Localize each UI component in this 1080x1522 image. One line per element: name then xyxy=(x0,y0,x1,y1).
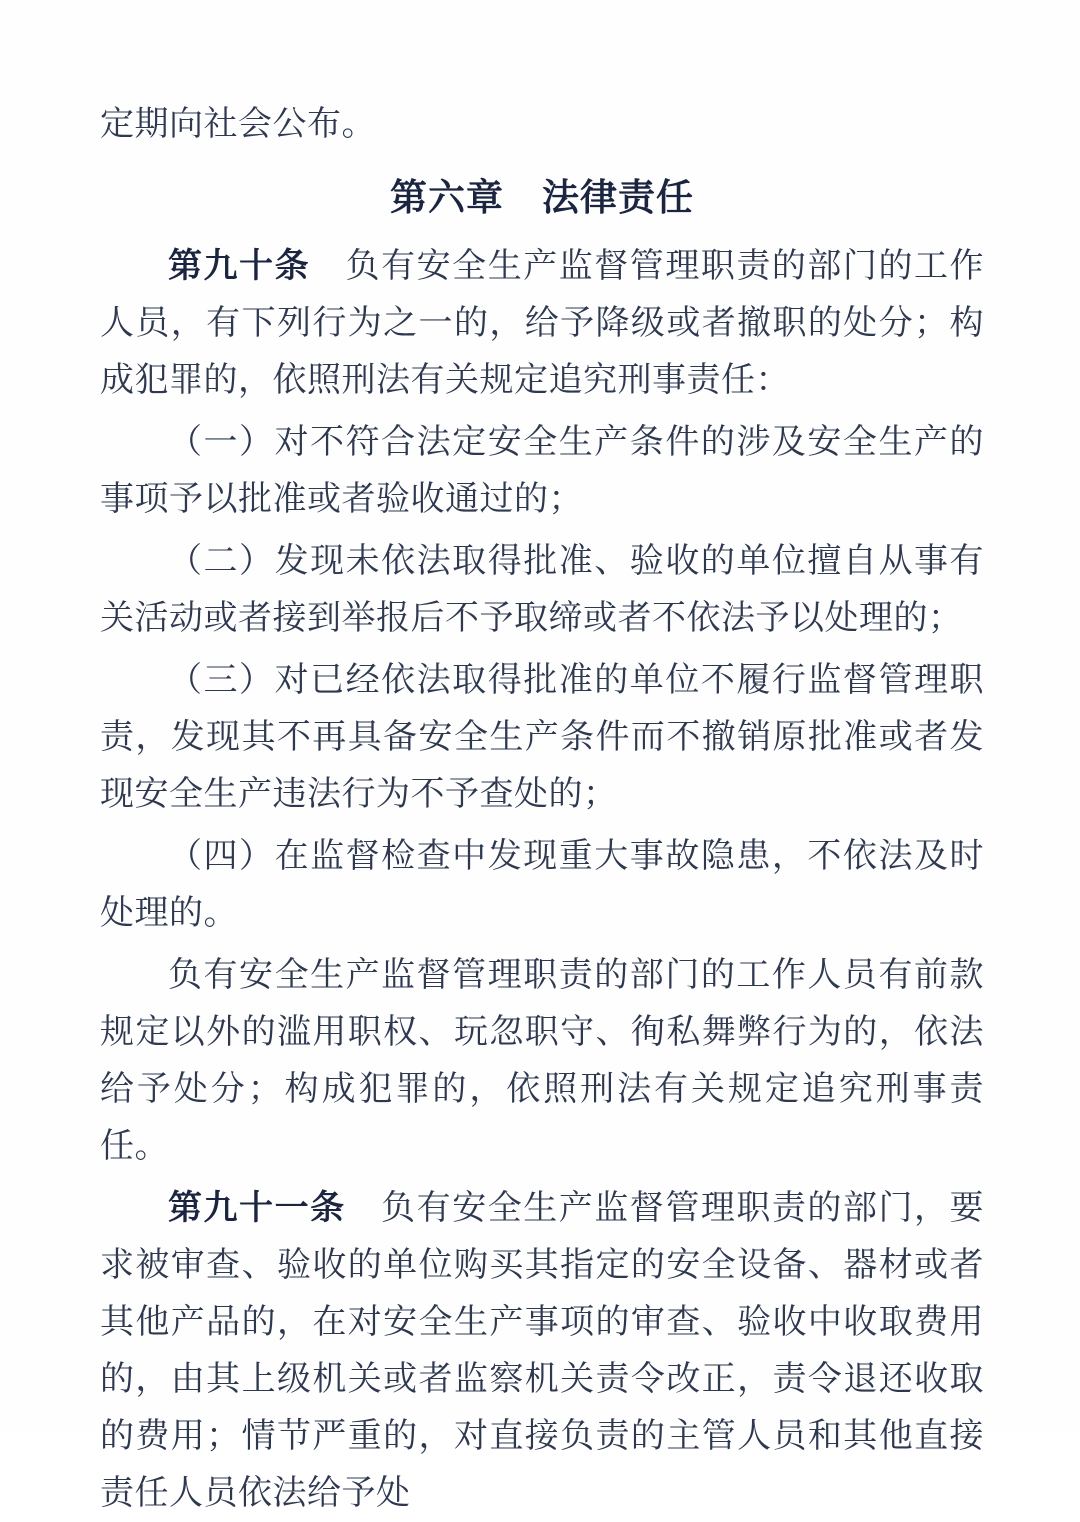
paragraph-item-4 xyxy=(100,828,984,942)
paragraph-item-3 xyxy=(100,652,984,823)
paragraph-article-90 xyxy=(100,238,984,409)
paragraph-text: 定期向社会公布。 xyxy=(100,106,376,143)
chapter-heading: 第六章 法律责任 xyxy=(390,177,694,218)
paragraph-item-1 xyxy=(100,414,984,528)
article-90-number: 第九十条 xyxy=(168,247,311,285)
paragraph-text: （四）在监督检查中发现重大事故隐患，不依法及时处理的。 xyxy=(100,838,984,932)
paragraph-article-91 xyxy=(100,1180,984,1522)
continuation-paragraph xyxy=(100,96,984,153)
paragraph-text: （三）对已经依法取得批准的单位不履行监督管理职责，发现其不再具备安全生产条件而不撤销原批准或者发现安全生产违法行为不予查处的； xyxy=(100,662,984,813)
paragraph-text: 负有安全生产监督管理职责的部门的工作人员，有下列行为之一的，给予降级或者撤职的处分；构成犯罪的，依照刑法有关规定追究刑事责任： xyxy=(100,248,985,399)
paragraph-text: 负有安全生产监督管理职责的部门，要求被审查、验收的单位购买其指定的安全设备、器材或者其他产品的，在对安全生产事项的审查、验收中收取费用的，由其上级机关或者监察机关责令改正，责令退还收取的费用；情节严重的，对直接负责的主管人员和其他直接责任人员依法给予处 xyxy=(100,1190,985,1512)
paragraph-text: （二）发现未依法取得批准、验收的单位擅自从事有关活动或者接到举报后不予取缔或者不依法予以处理的； xyxy=(100,543,984,637)
paragraph-article-90-clause-2 xyxy=(100,947,984,1175)
paragraph-item-2 xyxy=(100,533,984,647)
paragraph-text: 负有安全生产监督管理职责的部门的工作人员有前款规定以外的滥用职权、玩忽职守、徇私舞弊行为的，依法给予处分；构成犯罪的，依照刑法有关规定追究刑事责任。 xyxy=(100,957,984,1165)
paragraph-text: （一）对不符合法定安全生产条件的涉及安全生产的事项予以批准或者验收通过的； xyxy=(100,424,984,518)
article-91-number: 第九十一条 xyxy=(168,1189,346,1227)
